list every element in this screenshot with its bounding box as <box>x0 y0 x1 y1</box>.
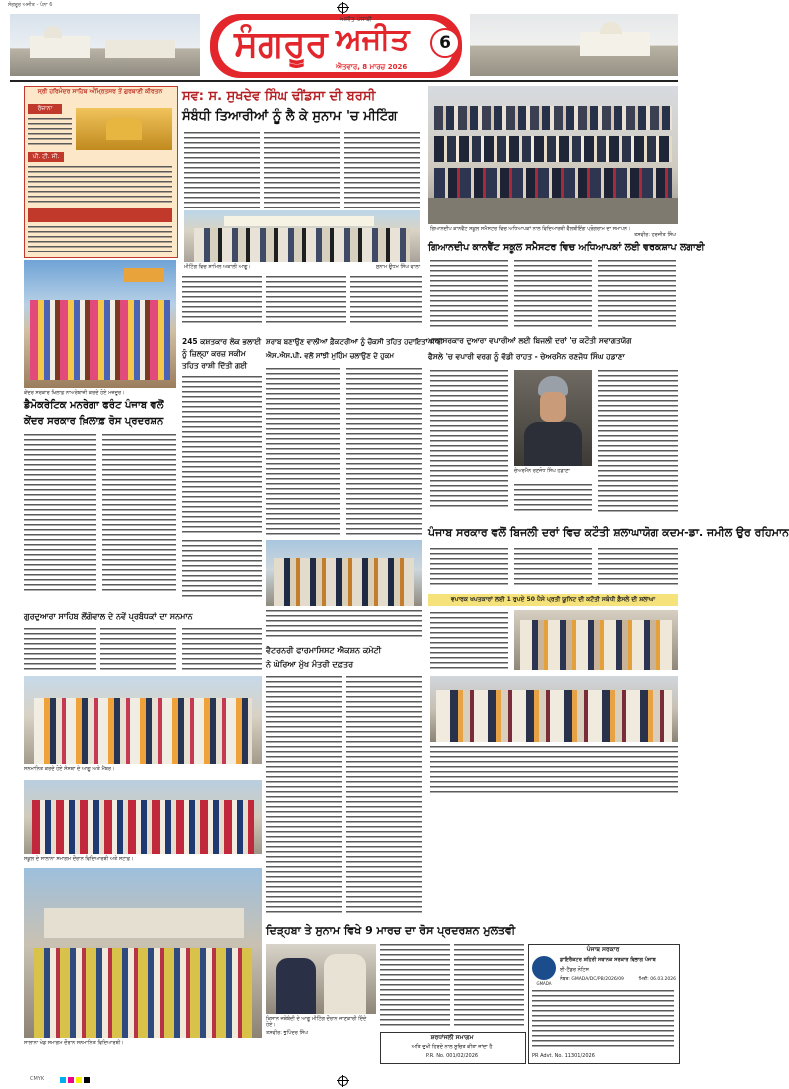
lead-photo-caption: ਮੀਟਿੰਗ ਵਿਚ ਸ਼ਾਮਿਲ ਅਕਾਲੀ ਆਗੂ। <box>184 264 251 270</box>
gurdwara-body-col-2 <box>100 628 176 672</box>
cyan-swatch <box>60 1077 66 1083</box>
gurdwara-body-col-3 <box>182 628 262 672</box>
gurbani-ad-text <box>28 118 72 148</box>
vet-headline-2: ਨੇ ਘੇਰਿਆ ਮੁੱਖ ਮੰਤਰੀ ਦਫ਼ਤਰ <box>266 660 354 669</box>
tender-department: ਪੰਜਾਬ ਸਰਕਾਰ <box>586 946 620 953</box>
protest-photo-caption: ਕੇਂਦਰ ਸਰਕਾਰ ਖ਼ਿਲਾਫ਼ ਨਾਅਰੇਬਾਜ਼ੀ ਕਰਦੇ ਹੋਏ ਮਜ਼ਦੂਰ। <box>24 390 125 396</box>
ssp-headline-2: ਐਸ.ਐਸ.ਪੀ. ਵਲੋਂ ਸਾਂਝੀ ਮੁਹਿੰਮ ਚਲਾਉਣ ਦੇ ਹੁਕਮ <box>266 352 394 360</box>
masthead-paper: ਅਜੀਤ <box>336 22 410 57</box>
yellow-swatch <box>76 1077 82 1083</box>
lead-body-col-2 <box>264 132 340 208</box>
chairman-caption: ਚੇਅਰਮੈਨ ਰਣਜੋਧ ਸਿੰਘ ਹਡਾਣਾ <box>514 468 570 474</box>
rally-photo <box>266 944 376 1014</box>
rally-caption: ਕਿਸਾਨ ਜਥੇਬੰਦੀ ਦੇ ਆਗੂ ਮੀਟਿੰਗ ਦੌਰਾਨ ਜਾਣਕਾਰੀ ਦਿੰਦੇ ਹੋਏ। <box>266 1016 367 1028</box>
electricity-strip: ਵਪਾਰਕ ਖਪਤਕਾਰਾਂ ਲਈ 1 ਰੁਪਏ 50 ਪੈਸੇ ਪ੍ਰਤੀ ਯੂਨਿਟ ਦੀ ਕਟੌਤੀ ਸਬੰਧੀ ਫ਼ੈਸਲੇ ਦੀ ਸ਼ਲਾਘਾ <box>428 594 678 606</box>
vet-body-col-2 <box>346 676 422 916</box>
ssp-body-col-1 <box>266 368 340 536</box>
masthead-date: ਐਤਵਾਰ, 8 ਮਾਰਚ 2026 <box>336 63 408 71</box>
school-body-col-1 <box>430 260 508 330</box>
school-headline: ਗਿਆਨਦੀਪ ਕਾਨਵੈਂਟ ਸਕੂਲ ਸਮੈਸਟਰ ਵਿਚ ਅਧਿਆਪਕਾਂ ਲਈ ਵਰਕਸ਼ਾਪ ਲਗਾਈ <box>428 242 705 253</box>
school-byline: ਤਸਵੀਰ: ਹਰਜੀਤ ਸਿੰਘ <box>634 232 676 238</box>
protest-headline-2: ਕੇਂਦਰ ਸਰਕਾਰ ਖ਼ਿਲਾਫ਼ ਰੋਸ ਪ੍ਰਦਰਸ਼ਨ <box>24 416 164 427</box>
protest-photo <box>24 260 176 388</box>
electricity-headline: ਫੈਸਲੇ 'ਚ ਵਪਾਰੀ ਵਰਗ ਨੂੰ ਵੱਡੀ ਰਾਹਤ - ਚੇਅਰਮੈਨ ਰਣਜੋਧ ਸਿੰਘ ਹਡਾਣਾ <box>428 352 625 361</box>
small-notice-title: ਸ਼ਰਧਾਂਜਲੀ ਸਮਾਗਮ <box>430 1034 474 1041</box>
electricity-lower-col-1 <box>430 548 508 588</box>
gurbani-ad-strip <box>28 208 172 222</box>
school-body-col-2 <box>514 260 592 330</box>
school-body-col-3 <box>598 260 676 330</box>
lead-body-col-3 <box>344 132 420 208</box>
vet-intro <box>266 610 422 640</box>
protest-body-col-2 <box>102 434 176 594</box>
gurbani-ad-banner: ਸ੍ਰੀ ਹਰਿਮੰਦਰ ਸਾਹਿਬ ਅੰਮ੍ਰਿਤਸਰ ਤੋਂ ਗੁਰਬਾਣੀ ਕੀਰਤਨ <box>37 88 163 95</box>
electricity-big-headline: ਪੰਜਾਬ ਸਰਕਾਰ ਵਲੋਂ ਬਿਜਲੀ ਦਰਾਂ ਵਿਚ ਕਟੌਤੀ ਸ਼ਲਾਘਾਯੋਗ ਕਦਮ-ਡਾ. ਜਮੀਲ ਉਰ ਰਹਿਮਾਨ <box>428 526 789 539</box>
lead-photo <box>184 210 420 262</box>
masthead-photo-left <box>10 14 200 76</box>
gurdwara-headline: ਗੁਰਦੁਆਰਾ ਸਾਹਿਬ ਲੌਂਗੋਵਾਲ ਦੇ ਨਵੇਂ ਪ੍ਰਬੰਧਕਾਂ ਦਾ ਸਨਮਾਨ <box>24 612 193 621</box>
gurbani-ad-sub: ਪੀ. ਟੀ. ਸੀ. <box>28 152 64 162</box>
story-245-headline-3: ਤਹਿਤ ਰਾਸ਼ੀ ਦਿੱਤੀ ਗਈ <box>182 361 248 370</box>
electricity-body-col-1 <box>430 370 508 510</box>
registration-mark-icon <box>338 1076 348 1086</box>
tender-title: ਡਾਇਰੈਕਟਰ ਸ਼ਹਿਰੀ ਸਥਾਨਕ ਸਰਕਾਰ ਵਿਭਾਗ ਪੰਜਾਬ <box>560 957 656 963</box>
rally-body-col-1 <box>380 944 450 1028</box>
chairman-portrait <box>514 370 592 466</box>
tender-date: ਮਿਤੀ: 06.03.2026 <box>638 977 676 982</box>
electricity-lower-col-3 <box>598 548 678 588</box>
gmada-logo-icon <box>532 956 556 980</box>
school-group-photo <box>428 86 678 224</box>
school-event-caption: ਸਕੂਲ ਦੇ ਸਾਲਾਨਾ ਸਮਾਗਮ ਦੌਰਾਨ ਵਿਦਿਆਰਥੀ ਅਤੇ ਸਟਾਫ਼। <box>24 856 134 862</box>
gurdwara-caption: ਸਨਮਾਨਿਤ ਕਰਦੇ ਹੋਏ ਸੰਸਥਾ ਦੇ ਆਗੂ ਅਤੇ ਮੈਂਬਰ। <box>24 766 115 772</box>
magenta-swatch <box>68 1077 74 1083</box>
color-label: CMYK <box>30 1076 45 1082</box>
mid-body-col-3 <box>350 276 422 326</box>
story-245-body <box>182 376 262 536</box>
masthead-city: ਸੰਗਰੂਰ <box>234 24 328 65</box>
gmada-logo-text: GMADA <box>536 981 552 986</box>
registration-mark-icon <box>338 3 348 13</box>
golden-temple-image <box>76 108 172 150</box>
protest-headline-1: ਡੈਮੋਕਰੇਟਿਕ ਮਨਰੇਗਾ ਫਰੰਟ ਪੰਜਾਬ ਵਲੋਂ <box>24 400 164 411</box>
bottom-left-caption: ਸਾਲਾਨਾ ਖੇਡ ਸਮਾਗਮ ਦੌਰਾਨ ਸਨਮਾਨਿਤ ਵਿਦਿਆਰਥੀ। <box>24 1040 124 1046</box>
masthead-photo-right <box>470 14 678 76</box>
lead-headline-1: ਸਵ: ਸ. ਸੁਖਦੇਵ ਸਿੰਘ ਢੀਂਡਸਾ ਦੀ ਬਰਸੀ <box>182 89 376 104</box>
right-photo-group <box>430 676 678 742</box>
tender-ref-no: ਨੰਬਰ: GMADA/DC/PB/2026/09 <box>560 977 624 982</box>
lead-byline: ਸੁਨਾਮ ਊਧਮ ਸਿੰਘ ਵਾਲਾ <box>375 264 420 270</box>
right-photo-top <box>514 610 678 670</box>
school-event-photo <box>24 780 262 854</box>
masthead-rule <box>10 80 678 82</box>
ssp-headline-1: ਸ਼ਰਾਬ ਬਣਾਉਣ ਵਾਲੀਆਂ ਫ਼ੈਕਟਰੀਆਂ ਨੂੰ ਚੌਕਸੀ ਤਹਿਤ ਹਦਾਇਤਾਂ ਜਾਰੀ <box>266 338 444 346</box>
protest-body-col-1 <box>24 434 96 594</box>
story-245-headline-1: 245 ਕਸ਼ਤਕਾਰ ਲੋਕ ਭਲਾਈ <box>182 337 262 346</box>
gurbani-ad-footer <box>28 226 172 252</box>
rally-headline: ਦਿੜ੍ਹਬਾ ਤੇ ਸੁਨਾਮ ਵਿਖੇ 9 ਮਾਰਚ ਦਾ ਰੋਸ ਪ੍ਰਦਰਸ਼ਨ ਮੁਲਤਵੀ <box>266 924 516 937</box>
rally-body-col-2 <box>454 944 524 1028</box>
tender-body <box>532 990 674 1050</box>
mid-body-col-1 <box>182 276 262 326</box>
gurdwara-photo <box>24 676 262 764</box>
gurbani-ad-label: ਰੋਜ਼ਾਨਾ <box>28 104 62 114</box>
lead-body-col-1 <box>184 132 260 208</box>
vet-headline-1: ਵੈਟਰਨਰੀ ਫਾਰਮਾਸਿਸਟ ਐਕਸ਼ਨ ਕਮੇਟੀ <box>266 646 382 655</box>
electricity-kicker: ਮਾਨ ਸਰਕਾਰ ਦੁਆਰਾ ਵਪਾਰੀਆਂ ਲਈ ਬਿਜਲੀ ਦਰਾਂ 'ਚ ਕਟੌਤੀ ਸਵਾਗਤਯੋਗ <box>428 336 632 345</box>
electricity-body-col-2 <box>514 484 592 512</box>
electricity-body-col-3 <box>598 370 678 512</box>
vet-body-col-1 <box>266 676 342 916</box>
masthead-tagline: ਅਜੀਤ ਪੰਜਾਬੀ <box>340 16 372 23</box>
lead-headline-2: ਸੰਬੰਧੀ ਤਿਆਰੀਆਂ ਨੂੰ ਲੈ ਕੇ ਸੁਨਾਮ 'ਚ ਮੀਟਿੰਗ <box>182 109 398 124</box>
small-notice-body: ਅਤਿ ਦੁਖੀ ਹਿਰਦੇ ਨਾਲ ਸੂਚਿਤ ਕੀਤਾ ਜਾਂਦਾ ਹੈ <box>411 1044 493 1050</box>
mid-body-col-2 <box>266 276 346 326</box>
story-245-headline-2: ਨੂੰ ਜ਼ਿਲ੍ਹਾ ਕਰਜ਼ ਸਕੀਮ <box>182 349 246 358</box>
school-photo-caption: ਗਿਆਨਦੀਪ ਕਾਨਵੈਂਟ ਸਕੂਲ ਸਮੈਸਟਰ ਵਿਚ ਅਧਿਆਪਕਾਂ ਨਾਲ ਵਿਦਿਆਰਥੀ ਵੈੱਲਬੀਇੰਗ ਪ੍ਰੋਗਰਾਮ ਦਾ ਸਮਾਪਨ। <box>430 226 631 232</box>
ssp-photo <box>266 540 422 606</box>
rally-byline: ਤਸਵੀਰ: ਭੁਪਿੰਦਰ ਸਿੰਘ <box>266 1030 309 1036</box>
gurdwara-body-col-1 <box>24 628 96 672</box>
tender-footer: PR Advt. No. 11301/2026 <box>532 1053 595 1059</box>
ssp-body-col-2 <box>346 368 422 536</box>
mid-body-col-4 <box>182 540 262 600</box>
small-notice-ref: P.R. No. 001/02/2026 <box>425 1053 479 1059</box>
page-number: 6 <box>430 28 460 58</box>
electricity-lower-col-2 <box>514 548 592 588</box>
right-body-lower <box>430 746 678 796</box>
black-swatch <box>84 1077 90 1083</box>
right-body-col-1 <box>430 612 508 672</box>
print-slug: ਸੰਗਰੂਰ ਅਜੀਤ - ਪੰਨਾ 6 <box>8 2 53 8</box>
tender-subtitle: ਈ-ਟੈਂਡਰ ਨੋਟਿਸ <box>560 967 589 973</box>
bottom-left-photo <box>24 868 262 1038</box>
gurbani-ad-body <box>28 166 172 206</box>
